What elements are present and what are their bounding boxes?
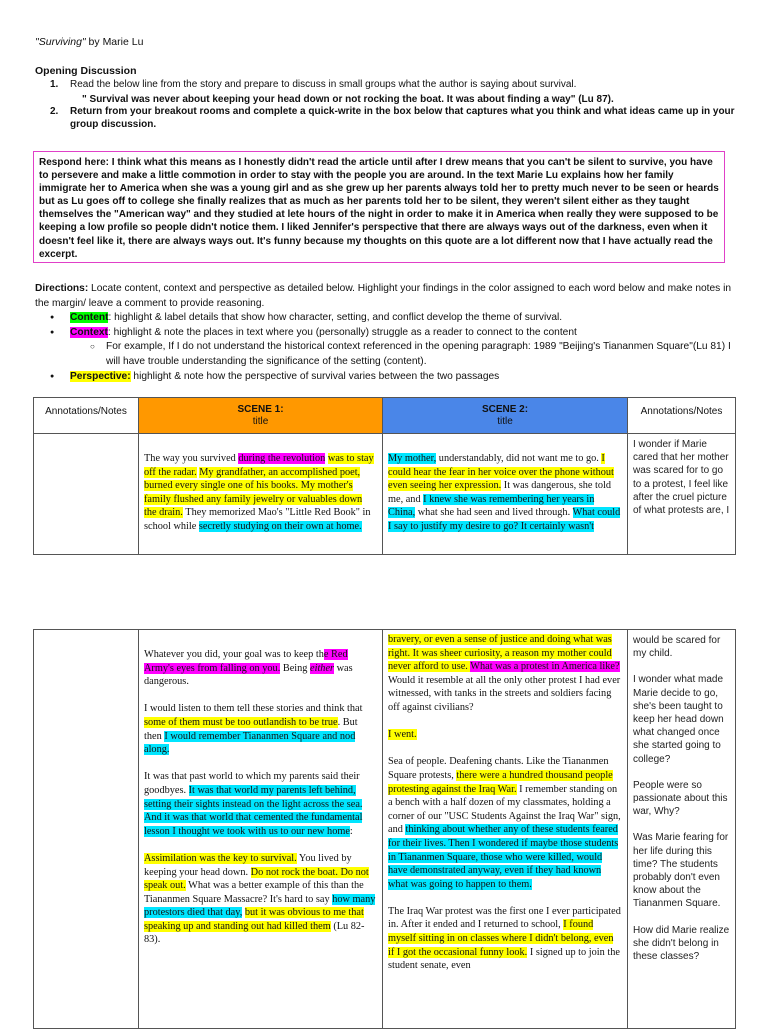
story-text-segment: some of them must be too outlandish to be true [144,716,338,728]
story-text-segment: What was a protest in America like? [470,661,620,673]
story-text-segment: I remember standing on a bench with a half dozen of my classmates, holding a corner of our "USC Students Against the Iraq War" sign, and [388,783,621,836]
content-text: : highlight & label details that show how character, setting, and conflict develop the theme of survival. [108,312,563,324]
story-text-segment: during the revolution [238,453,326,464]
scene-1-title: title [252,416,269,427]
story-text-segment: I found myself sitting in on classes where I didn't belong, even if I got the occasional funny look. [388,919,614,958]
directions-body: Locate content, context and perspective as detailed below. Highlight your findings in the color assigned to each word below and make notes in the margin/ leave a comment to provide reasoning. [35,283,731,309]
story-text-segment: but it was obvious to me that speaking up and standing out had killed them [144,907,364,932]
annotation-table-page-2 [33,629,736,1029]
scene-1-text [139,434,383,555]
scene-1-label: SCENE 1: [237,404,284,415]
annotation-table-page-1 [33,397,736,555]
story-text-segment: It was that past world to which my parents said their goodbyes. [144,771,360,796]
context-text: : highlight & note the places in text where you (personally) struggle as a reader to connect to the content [107,326,577,338]
story-text-segment: Would it resemble at all the only other protest I had ever witnessed, with tanks in the streets and soldiers facing off against civilians? [388,674,621,713]
opening-item-2 [52,106,742,131]
scene-2-label: SCENE 2: [481,404,529,415]
item-text: Return from your breakout rooms and complete a quick-write in the box below that captures what you think and what ideas came up in your group discussion. [70,106,735,130]
opening-list [52,79,742,133]
story-text-segment: What was a better example of this than the Tiananmen Square Massacre? It's hard to say [144,880,364,905]
story-text-segment: I could hear the fear in her voice over the phone without even seeing her expression. [388,453,614,492]
survival-quote: " Survival was never about keeping your head down or not rocking the boat. It was about finding a way" (Lu 87). [82,93,614,105]
story-text-segment: I signed up to join the student senate, even [388,946,620,972]
story-text-segment: I would remember Tiananmen Square and nod along. [144,730,356,756]
story-text-segment: : [349,825,353,837]
scene-2-text [383,630,628,1029]
perspective-label: Perspective: [70,370,131,382]
story-paragraph [388,905,622,973]
story-paragraph [144,852,377,947]
story-text-segment: Whatever you did, your goal was to keep th [144,649,324,660]
story-paragraph [388,728,622,742]
story-text-segment: You lived by keeping your head down. [144,852,352,878]
story-text-segment: . But then [144,716,358,742]
context-example: ○ For example, If I do not understand the historical context referenced in the opening paragraph: 1989 "Beijing's Tiananmen Square"(Lu 81) I will have trouble understanding the significance of the setting (content). [35,340,735,369]
annotation-notes[interactable] [628,630,736,1029]
story-text-segment: (Lu 82-83). [144,920,365,946]
directions-label: Directions: [35,283,89,294]
annotation-note: I wonder what made Marie decide to go, she's been taught to keep her head down what changed once she started going to college? [633,674,724,765]
story-text-segment: Assimilation was the key to survival. [144,852,297,864]
item-number: 1. [50,79,59,90]
annotations-left-cell[interactable] [34,630,139,1029]
story-paragraph [388,633,622,715]
directions [35,282,735,384]
item-number: 2. [50,106,59,118]
story-text-segment: how many protestors died that day, [144,893,376,919]
story-text-segment: It was dangerous, she told me, and [388,480,612,505]
content-label: Content [70,312,109,324]
story-text-segment: They memorized Mao's "Little Red Book" in school while [144,507,371,532]
story-title: "Surviving" [35,36,86,48]
story-text-segment: My grandfather, an accomplished poet, burned every single one of his books. My mother's family flushed any family jewelry or valuables down the drain. [144,466,363,519]
respond-box[interactable]: Respond here: I think what this means as I honestly didn't read the article until after I drew means that you can't be silent to survive, you have to persevere and make a little commotion in order to stay with the people you are around. In the text Marie Lu explains how her family immigrate her to America when she was a young girl and as she grew up her parents always told her to pretty much never to be seen or heards but as Lu goes off to college she finally realizes that as much as her parents told her to be silent, they weren't silent either as they taught themselves the "American way" and they studied at lete hours of the night in order to make it in America when really they were supposed to be keeping a low profile so people didn't notice them. I liked Jennifer's perspective that there are always ways out of the darkness, even when it doesn't feel like it, there are always ways out. It's funny because my thoughts on this quote are a lot different now that I have actually read the excerpt. [33,151,725,263]
story-text-segment: Being [280,662,311,674]
story-paragraph [144,770,377,838]
perspective-bullet [35,370,735,385]
story-text-segment: there were a hundred thousand people protesting against the Iraq War. [388,769,613,795]
header-scene-1 [139,398,383,434]
scene-1-text [139,630,383,1029]
story-text-segment: My mother, [388,453,437,464]
context-bullet [35,326,735,341]
story-text-segment: Do not rock the boat. Do not speak out. [144,866,369,892]
annotation-note: How did Marie realize she didn't belong in these classes? [633,924,730,963]
story-paragraph [388,755,622,891]
context-label: Context [70,326,108,338]
story-text-segment: secretly studying on their own at home. [198,520,362,532]
content-bullet [35,311,735,326]
story-text-segment: understandably, did not want me to go. [436,453,602,464]
story-text-segment: I would listen to them tell these stories and think that [144,703,363,715]
story-paragraph [144,702,377,756]
scene-2-text [383,434,628,555]
item-text: Read the below line from the story and prepare to discuss in small groups what the author is saying about survival. [70,79,577,90]
story-text-segment: bravery, or even a sense of justice and doing what was right. [388,634,612,659]
story-text-segment: I knew she was remembering her years in China, [388,493,595,519]
opening-heading: Opening Discussion [35,65,137,77]
annotation-note: Was Marie fearing for her life during this time? The students probably don't even know about the Tiananmen Square. [633,832,729,910]
story-text-segment: either [310,662,335,674]
story-text-segment: The way you survived [144,453,239,464]
story-text-segment: e Red Army's eyes from falling on you. [144,649,348,674]
story-text-segment: It was that world my parents left behind, setting their sights instead on the light across the sea. And it was that world that cemented the fundamental lesson I thought we took with us to our new home [144,784,363,837]
scene-2-title: title [497,416,513,427]
story-text-segment: It was sheer curiosity, a reason my mother could never afford to use. [388,647,612,673]
author-name: by Marie Lu [85,36,144,48]
story-text-segment: was to stay off the radar. [144,453,374,478]
story-text-segment: What could I say to justify my desire to go? It certainly wasn't [388,507,621,532]
opening-item-1 [52,79,742,92]
annotation-note[interactable]: I wonder if Marie cared that her mother was scared for to go to a protest, I feel like after the cruel picture of what protests are, I [628,434,736,555]
story-text-segment: Sea of people. Deafening chants. Like the Tiananmen Square protests, [388,756,609,781]
header-annotations-left: Annotations/Notes [34,398,139,434]
directions-text [35,282,735,311]
story-text-segment: was dangerous. [144,662,353,688]
story-text-segment: I went. [388,729,417,741]
header-annotations-right: Annotations/Notes [628,398,736,434]
story-paragraph [144,648,377,689]
annotations-left-cell[interactable] [34,434,139,555]
annotation-note: would be scared for my child. [633,635,721,660]
story-text-segment: what she had seen and lived through. [415,507,573,519]
header-scene-2 [383,398,628,434]
annotation-note: People were so passionate about this war, Why? [633,779,728,818]
perspective-text: highlight & note how the perspective of survival varies between the two passages [130,370,500,382]
document-title [35,36,143,48]
story-text-segment: thinking about whether any of these students feared for their lives. Then I wondered if maybe those students in Tiananmen Square, those who were killed, would have demonstrated anyway, even if they had known what was going to happen to them. [388,824,619,890]
story-text-segment: The Iraq War protest was the first one I ever participated in. After it ended and I returned to school, [388,905,621,931]
